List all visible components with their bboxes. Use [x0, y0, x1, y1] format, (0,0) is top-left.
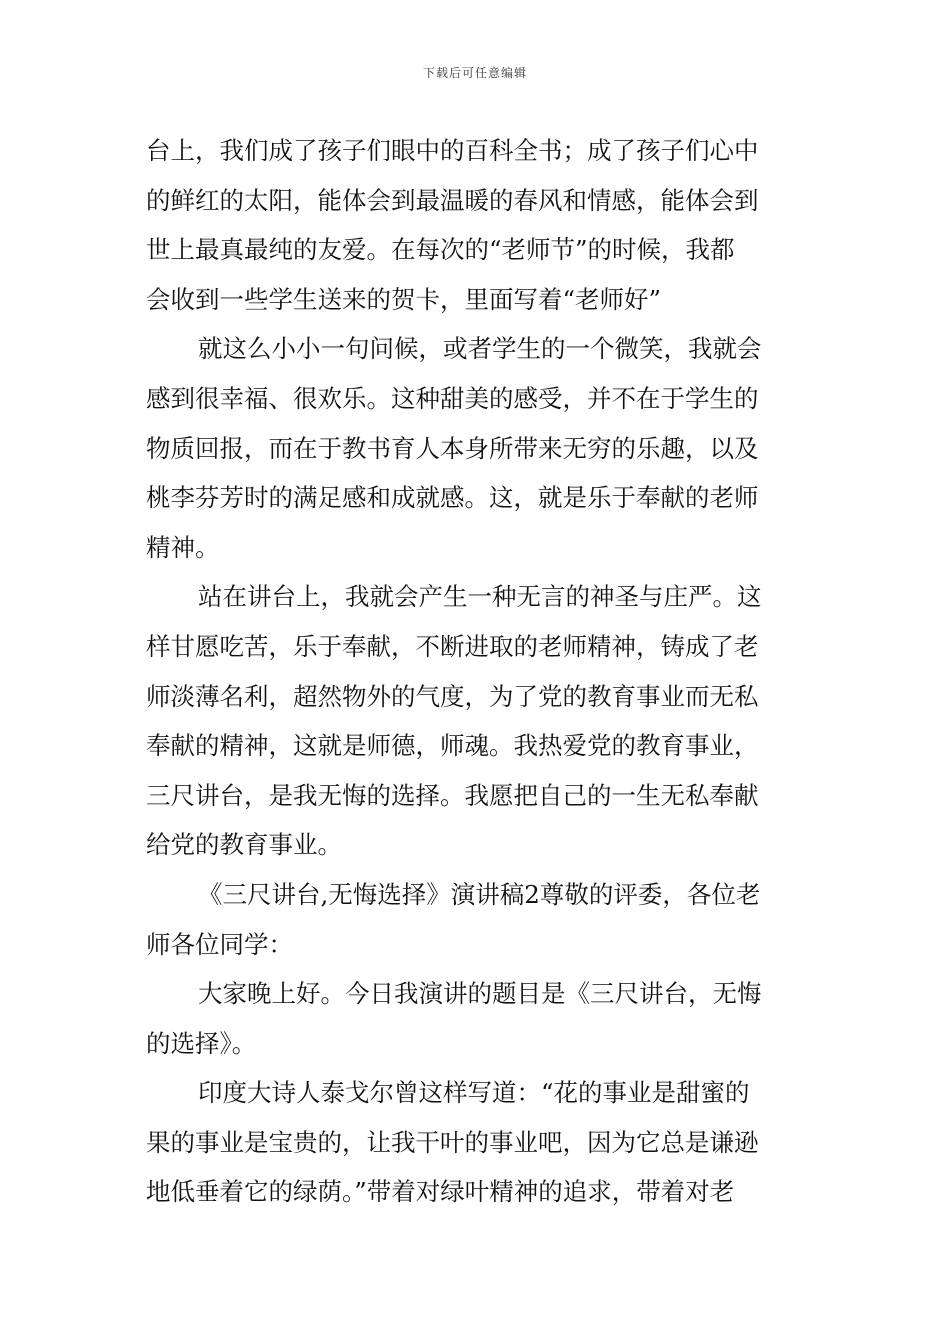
text-line: 就这么小小一句问候，或者学生的一个微笑，我就会 — [198, 334, 762, 364]
text-line: 印度大诗人泰戈尔曾这样写道：“花的事业是甜蜜的 — [198, 1078, 750, 1108]
text-line: 感到很幸福、很欢乐。这种甜美的感受，并不在于学生的 — [146, 383, 759, 413]
text-line: 台上，我们成了孩子们眼中的百科全书；成了孩子们心中 — [146, 136, 759, 165]
text-line: 的选择》。 — [146, 1028, 257, 1058]
text-line: 站在讲台上，我就会产生一种无言的神圣与庄严。这 — [198, 582, 762, 612]
text-line: 给党的教育事业。 — [146, 830, 342, 860]
text-line: 奉献的精神，这就是师德，师魂。我热爱党的教育事业， — [146, 731, 759, 761]
text-line: 精神。 — [146, 532, 220, 562]
text-line: 师各位同学： — [146, 929, 293, 959]
text-line: 大家晚上好。今日我演讲的题目是《三尺讲台，无悔 — [198, 979, 762, 1009]
text-line: 地低垂着它的绿荫。”带着对绿叶精神的追求，带着对老 — [146, 1177, 735, 1207]
text-line: 果的事业是宝贵的，让我干叶的事业吧，因为它总是谦逊 — [146, 1127, 759, 1157]
text-line: 《三尺讲台,无悔选择》演讲稿2尊敬的评委，各位老 — [198, 879, 761, 909]
text-line: 物质回报，而在于教书育人本身所带来无穷的乐趣，以及 — [146, 433, 759, 463]
text-line: 桃李芬芳时的满足感和成就感。这，就是乐于奉献的老师 — [146, 483, 759, 513]
text-line: 样甘愿吃苦，乐于奉献，不断进取的老师精神，铸成了老 — [146, 631, 759, 661]
text-line: 三尺讲台，是我无悔的选择。我愿把自己的一生无私奉献 — [146, 780, 759, 810]
text-line: 世上最真最纯的友爱。在每次的“老师节”的时候，我都 — [146, 235, 735, 265]
text-line: 会收到一些学生送来的贺卡，里面写着“老师好” — [146, 284, 662, 314]
header-note: 下载后可任意编辑 — [422, 66, 527, 80]
document-body — [146, 126, 806, 1217]
text-line: 师淡薄名利，超然物外的气度，为了党的教育事业而无私 — [146, 681, 759, 711]
text-line: 的鲜红的太阳，能体会到最温暖的春风和情感，能体会到 — [146, 185, 759, 215]
